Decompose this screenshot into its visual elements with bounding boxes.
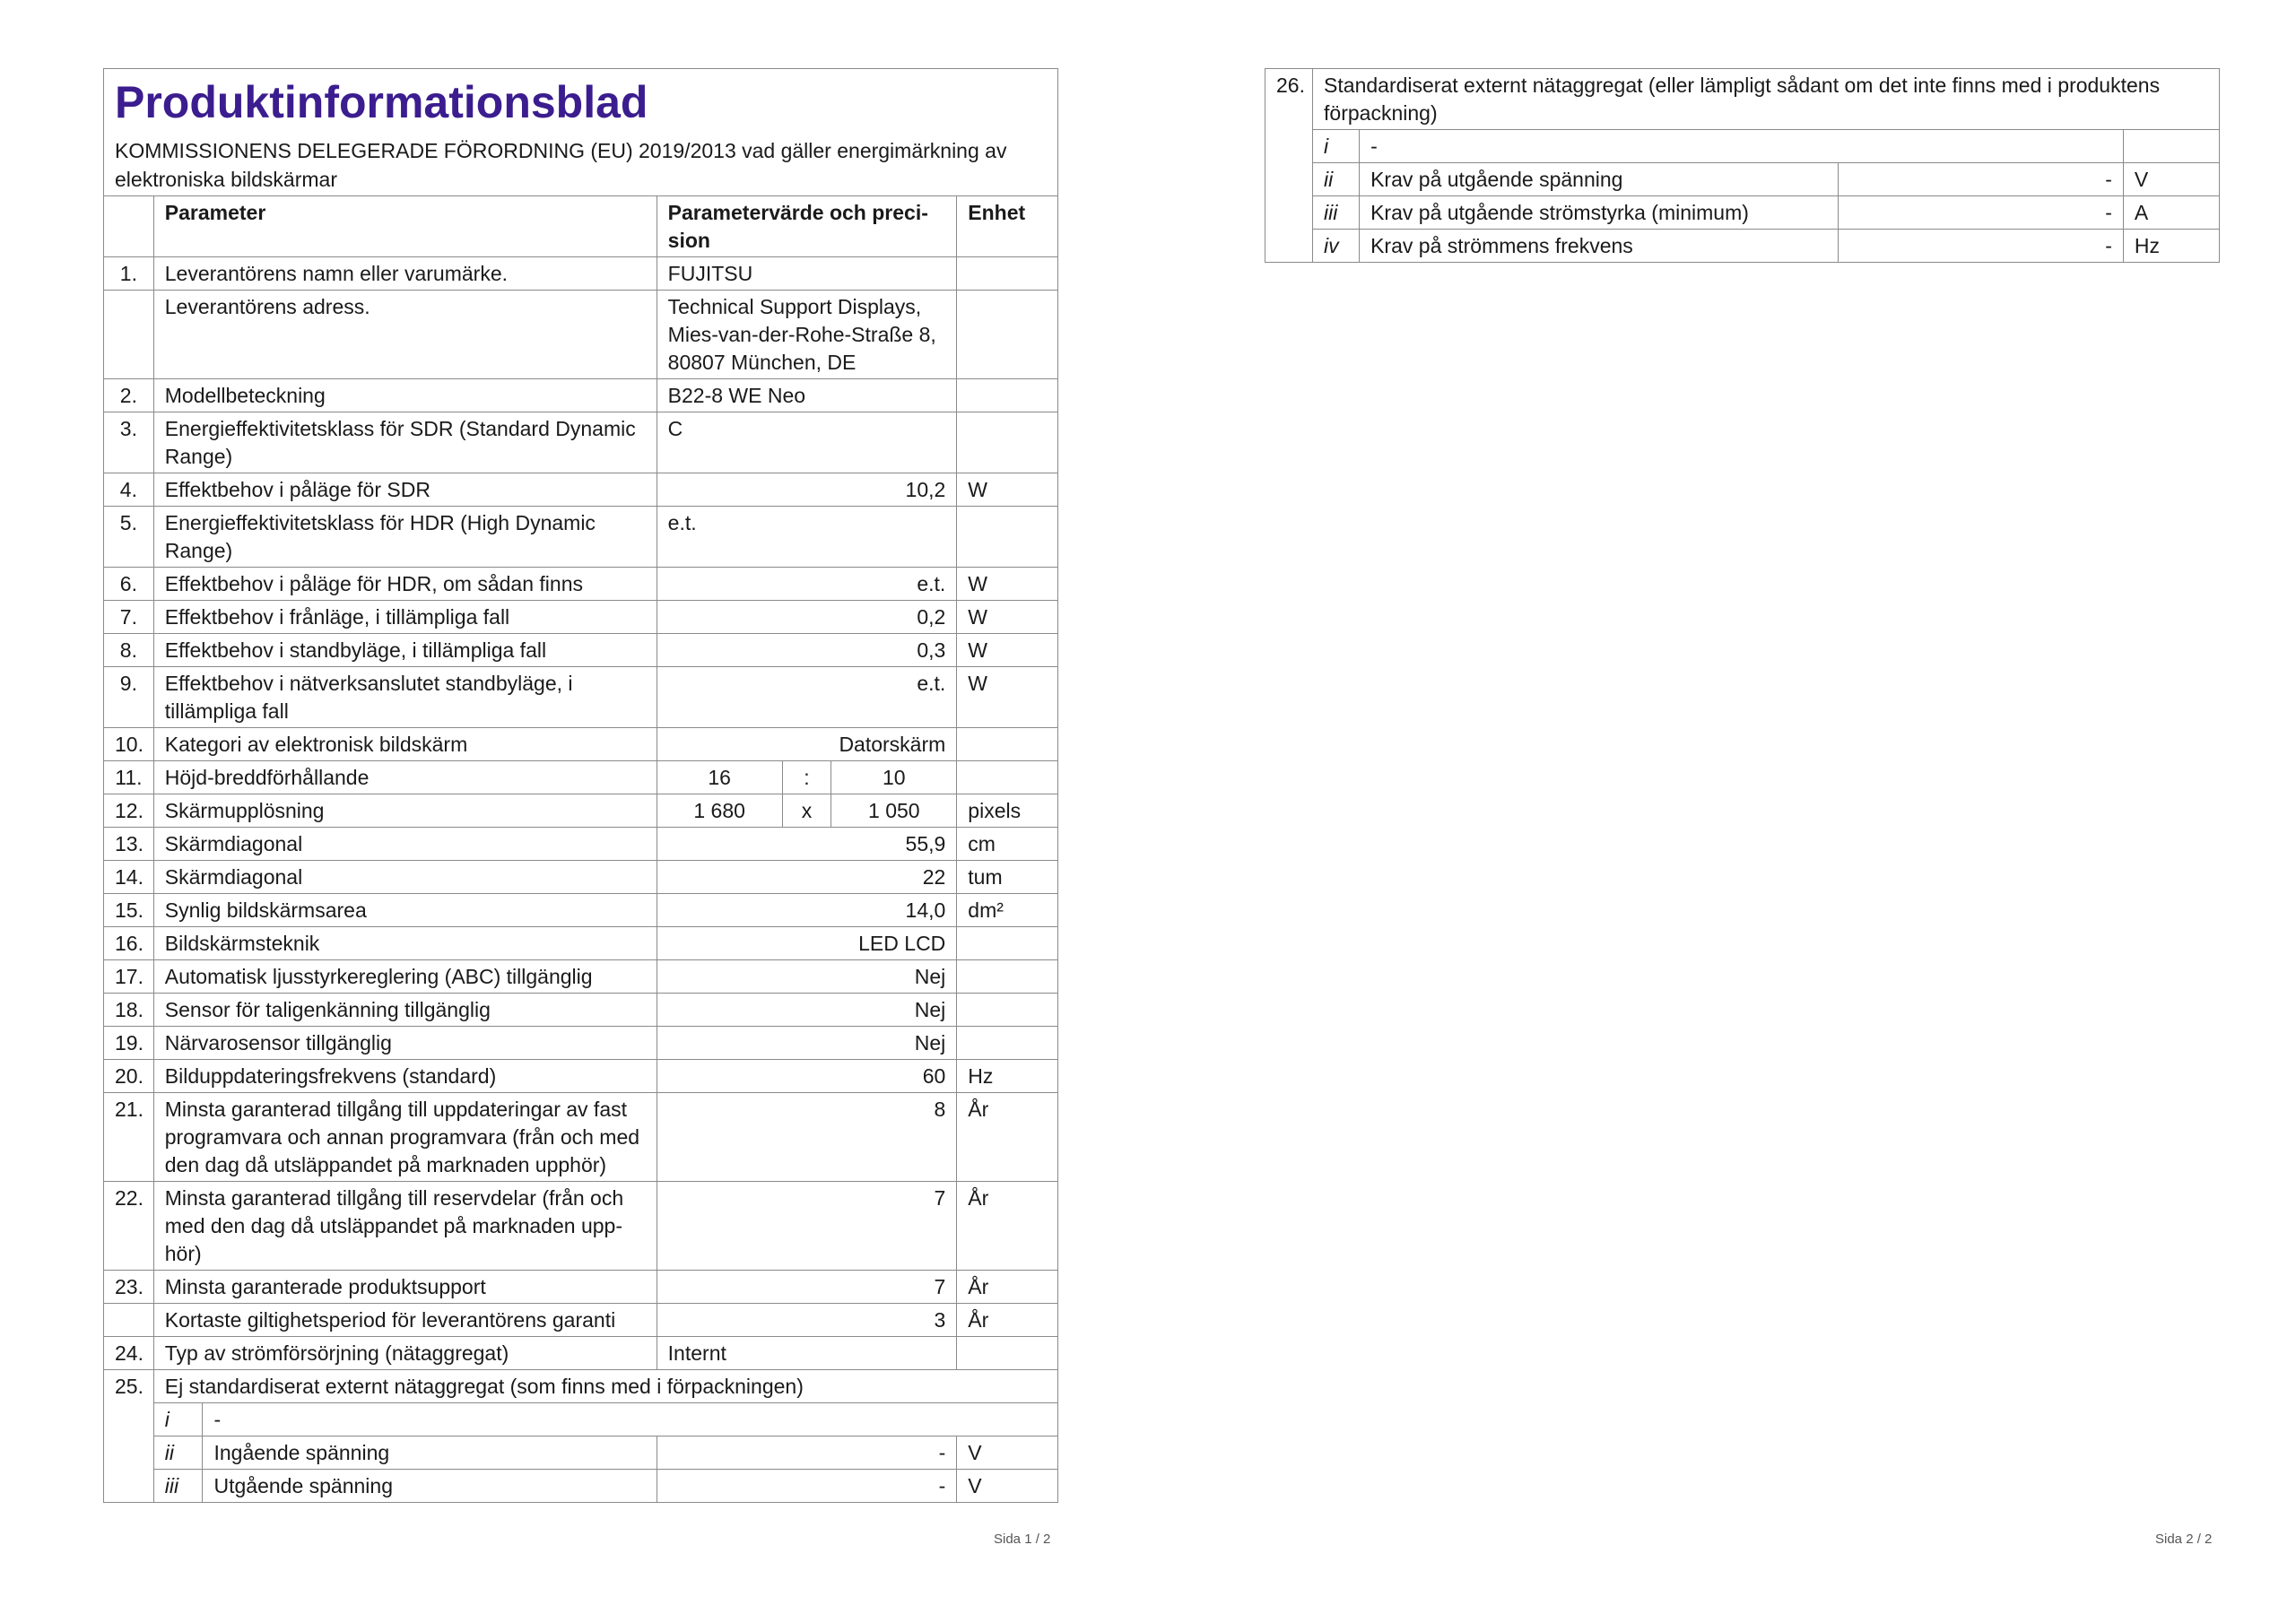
row-label: Automatisk ljusstyrkereglering (ABC) tillgänglig <box>153 960 657 994</box>
row-unit: V <box>957 1436 1058 1470</box>
table-row <box>104 257 1058 291</box>
row-value: B22-8 WE Neo <box>657 379 957 412</box>
row-number: 13. <box>104 828 154 861</box>
row-number: 8. <box>104 634 154 667</box>
header-parameter: Parameter <box>153 196 657 257</box>
row-label: Skärmdiagonal <box>153 828 657 861</box>
row-unit: W <box>957 634 1058 667</box>
row-label: Synlig bildskärmsarea <box>153 894 657 927</box>
row-value: 60 <box>657 1060 957 1093</box>
row-number: 12. <box>104 794 154 828</box>
table-row <box>104 412 1058 473</box>
row-value: - <box>657 1470 957 1503</box>
row-label: Standardiserat externt nätaggregat (eller lämpligt sådant om det inte finns med i produktens förpackning) <box>1313 69 2220 130</box>
sub-item-numeral: iv <box>1313 230 1360 263</box>
row-label: Ingående spänning <box>203 1436 657 1470</box>
row-value: 8 <box>657 1093 957 1182</box>
row-label: Effektbehov i påläge för SDR <box>153 473 657 507</box>
sub-item-numeral: i <box>153 1403 203 1436</box>
header-unit: Enhet <box>957 196 1058 257</box>
row-value: 10,2 <box>657 473 957 507</box>
table-row <box>1265 163 2220 196</box>
row-number: 25. <box>104 1370 154 1503</box>
product-info-table <box>103 68 1058 1503</box>
table-row <box>104 507 1058 568</box>
row-unit: dm² <box>957 894 1058 927</box>
table-row <box>104 1470 1058 1503</box>
row-number: 9. <box>104 667 154 728</box>
table-row <box>104 291 1058 379</box>
row-value: Nej <box>657 960 957 994</box>
row-value: - <box>657 1436 957 1470</box>
table-row <box>104 379 1058 412</box>
table-row <box>104 1027 1058 1060</box>
row-label: Kortaste giltighetsperiod för leverantörens garanti <box>153 1304 657 1337</box>
row-label: Leverantörens namn eller varumärke. <box>153 257 657 291</box>
row-value: 3 <box>657 1304 957 1337</box>
row-number: 15. <box>104 894 154 927</box>
row-label: - <box>203 1403 1058 1436</box>
table-row <box>1265 196 2220 230</box>
row-label: Minsta garanterade produktsupport <box>153 1271 657 1304</box>
row-unit: År <box>957 1271 1058 1304</box>
row-value: Internt <box>657 1337 957 1370</box>
row-label: Sensor för taligenkänning tillgänglig <box>153 994 657 1027</box>
row-label: Leverantörens adress. <box>153 291 657 379</box>
row-value: e.t. <box>657 667 957 728</box>
resolution-width: 1 680 <box>657 794 782 828</box>
row-number: 14. <box>104 861 154 894</box>
table-row <box>104 1093 1058 1182</box>
row-number: 7. <box>104 601 154 634</box>
table-row <box>104 960 1058 994</box>
table-row <box>104 728 1058 761</box>
sub-item-numeral: ii <box>153 1436 203 1470</box>
row-label: Skärmupplösning <box>153 794 657 828</box>
row-value: - <box>1838 196 2123 230</box>
row-label: Krav på utgående strömstyrka (minimum) <box>1360 196 1839 230</box>
row-value: 7 <box>657 1271 957 1304</box>
row-number: 5. <box>104 507 154 568</box>
row-label: Krav på utgående spänning <box>1360 163 1839 196</box>
table-row <box>1265 130 2220 163</box>
row-value: C <box>657 412 957 473</box>
resolution-separator: x <box>782 794 831 828</box>
row-number: 11. <box>104 761 154 794</box>
row-number: 16. <box>104 927 154 960</box>
row-unit: pixels <box>957 794 1058 828</box>
row-value: 7 <box>657 1182 957 1271</box>
header-value: Parametervärde och preci-sion <box>657 196 957 257</box>
aspect-height: 10 <box>831 761 957 794</box>
row-unit: W <box>957 473 1058 507</box>
row-label: Typ av strömförsörjning (nätaggregat) <box>153 1337 657 1370</box>
row-label: Effektbehov i standbyläge, i tillämpliga fall <box>153 634 657 667</box>
aspect-width: 16 <box>657 761 782 794</box>
table-row <box>1265 230 2220 263</box>
row-label: Kategori av elektronisk bildskärm <box>153 728 657 761</box>
table-row <box>104 894 1058 927</box>
row-unit: År <box>957 1304 1058 1337</box>
row-label: Energieffektivitetsklass för HDR (High Dynamic Range) <box>153 507 657 568</box>
row-number: 24. <box>104 1337 154 1370</box>
row-label: Effektbehov i påläge för HDR, om sådan finns <box>153 568 657 601</box>
table-row <box>104 1337 1058 1370</box>
header-row <box>104 196 1058 257</box>
row-label: Ej standardiserat externt nätaggregat (som finns med i förpackningen) <box>153 1370 1057 1403</box>
sub-item-numeral: i <box>1313 130 1360 163</box>
row-label: - <box>1360 130 2124 163</box>
row-number: 19. <box>104 1027 154 1060</box>
table-row <box>104 994 1058 1027</box>
row-unit: V <box>2123 163 2219 196</box>
row-value: 0,3 <box>657 634 957 667</box>
row-value: Datorskärm <box>657 728 957 761</box>
aspect-separator: : <box>782 761 831 794</box>
table-row <box>104 794 1058 828</box>
row-value: - <box>1838 163 2123 196</box>
row-value: Nej <box>657 1027 957 1060</box>
row-unit: A <box>2123 196 2219 230</box>
row-number: 17. <box>104 960 154 994</box>
row-unit: W <box>957 568 1058 601</box>
sub-item-numeral: ii <box>1313 163 1360 196</box>
table-row <box>104 1271 1058 1304</box>
row-label: Skärmdiagonal <box>153 861 657 894</box>
table-row <box>104 1304 1058 1337</box>
row-number: 4. <box>104 473 154 507</box>
page-1 <box>103 68 1058 1503</box>
sub-item-numeral: iii <box>1313 196 1360 230</box>
table-row <box>104 1060 1058 1093</box>
row-unit: Hz <box>957 1060 1058 1093</box>
table-row <box>104 1370 1058 1403</box>
row-label: Utgående spänning <box>203 1470 657 1503</box>
regulation-subtitle: KOMMISSIONENS DELEGERADE FÖRORDNING (EU) 2019/2013 vad gäller energimärkning av elektroniska bildskärmar <box>115 139 1007 191</box>
row-unit: tum <box>957 861 1058 894</box>
row-unit: W <box>957 601 1058 634</box>
row-value: 22 <box>657 861 957 894</box>
row-label: Minsta garanterad tillgång till reservdelar (från och med den dag då utsläppandet på marknaden upp-hör) <box>153 1182 657 1271</box>
row-number: 23. <box>104 1271 154 1304</box>
row-number: 6. <box>104 568 154 601</box>
row-unit: V <box>957 1470 1058 1503</box>
row-value: FUJITSU <box>657 257 957 291</box>
row-number: 1. <box>104 257 154 291</box>
row-label: Höjd-breddförhållande <box>153 761 657 794</box>
row-number: 10. <box>104 728 154 761</box>
row-value: 0,2 <box>657 601 957 634</box>
row-label: Effektbehov i nätverksanslutet standbyläge, i tillämpliga fall <box>153 667 657 728</box>
row-unit: Hz <box>2123 230 2219 263</box>
row-value: Technical Support Displays, Mies-van-der-Rohe-Straße 8, 80807 München, DE <box>657 291 957 379</box>
table-row <box>104 1436 1058 1470</box>
row-value: LED LCD <box>657 927 957 960</box>
row-unit: W <box>957 667 1058 728</box>
row-label: Energieffektivitetsklass för SDR (Standard Dynamic Range) <box>153 412 657 473</box>
table-row <box>104 761 1058 794</box>
row-label: Bilduppdateringsfrekvens (standard) <box>153 1060 657 1093</box>
row-label: Bildskärmsteknik <box>153 927 657 960</box>
table-row <box>104 1182 1058 1271</box>
table-row <box>104 667 1058 728</box>
row-number: 2. <box>104 379 154 412</box>
row-number: 18. <box>104 994 154 1027</box>
row-value: 14,0 <box>657 894 957 927</box>
table-row <box>104 473 1058 507</box>
row-unit: År <box>957 1182 1058 1271</box>
resolution-height: 1 050 <box>831 794 957 828</box>
row-value: e.t. <box>657 507 957 568</box>
table-row <box>104 634 1058 667</box>
page-title: Produktinformationsblad <box>115 77 648 127</box>
sub-item-numeral: iii <box>153 1470 203 1503</box>
row-unit: År <box>957 1093 1058 1182</box>
row-number: 20. <box>104 1060 154 1093</box>
page-2 <box>1265 68 2220 263</box>
row-label: Effektbehov i frånläge, i tillämpliga fall <box>153 601 657 634</box>
table-row <box>104 568 1058 601</box>
row-number: 26. <box>1265 69 1313 263</box>
row-label: Modellbeteckning <box>153 379 657 412</box>
row-value: - <box>1838 230 2123 263</box>
row-value: Nej <box>657 994 957 1027</box>
row-number: 21. <box>104 1093 154 1182</box>
row-label: Minsta garanterad tillgång till uppdateringar av fast programvara och annan programvara (från och med den dag då utsläppandet på marknaden upphör) <box>153 1093 657 1182</box>
power-supply-table <box>1265 68 2220 263</box>
title-row <box>104 69 1058 196</box>
row-label: Närvarosensor tillgänglig <box>153 1027 657 1060</box>
table-row <box>1265 69 2220 130</box>
row-label: Krav på strömmens frekvens <box>1360 230 1839 263</box>
table-row <box>104 861 1058 894</box>
row-number: 22. <box>104 1182 154 1271</box>
page-footer: Sida 2 / 2 <box>2155 1532 2213 1547</box>
table-row <box>104 1403 1058 1436</box>
row-value: e.t. <box>657 568 957 601</box>
table-row <box>104 828 1058 861</box>
row-number: 3. <box>104 412 154 473</box>
table-row <box>104 601 1058 634</box>
page-footer: Sida 1 / 2 <box>994 1532 1051 1547</box>
row-unit: cm <box>957 828 1058 861</box>
row-value: 55,9 <box>657 828 957 861</box>
table-row <box>104 927 1058 960</box>
